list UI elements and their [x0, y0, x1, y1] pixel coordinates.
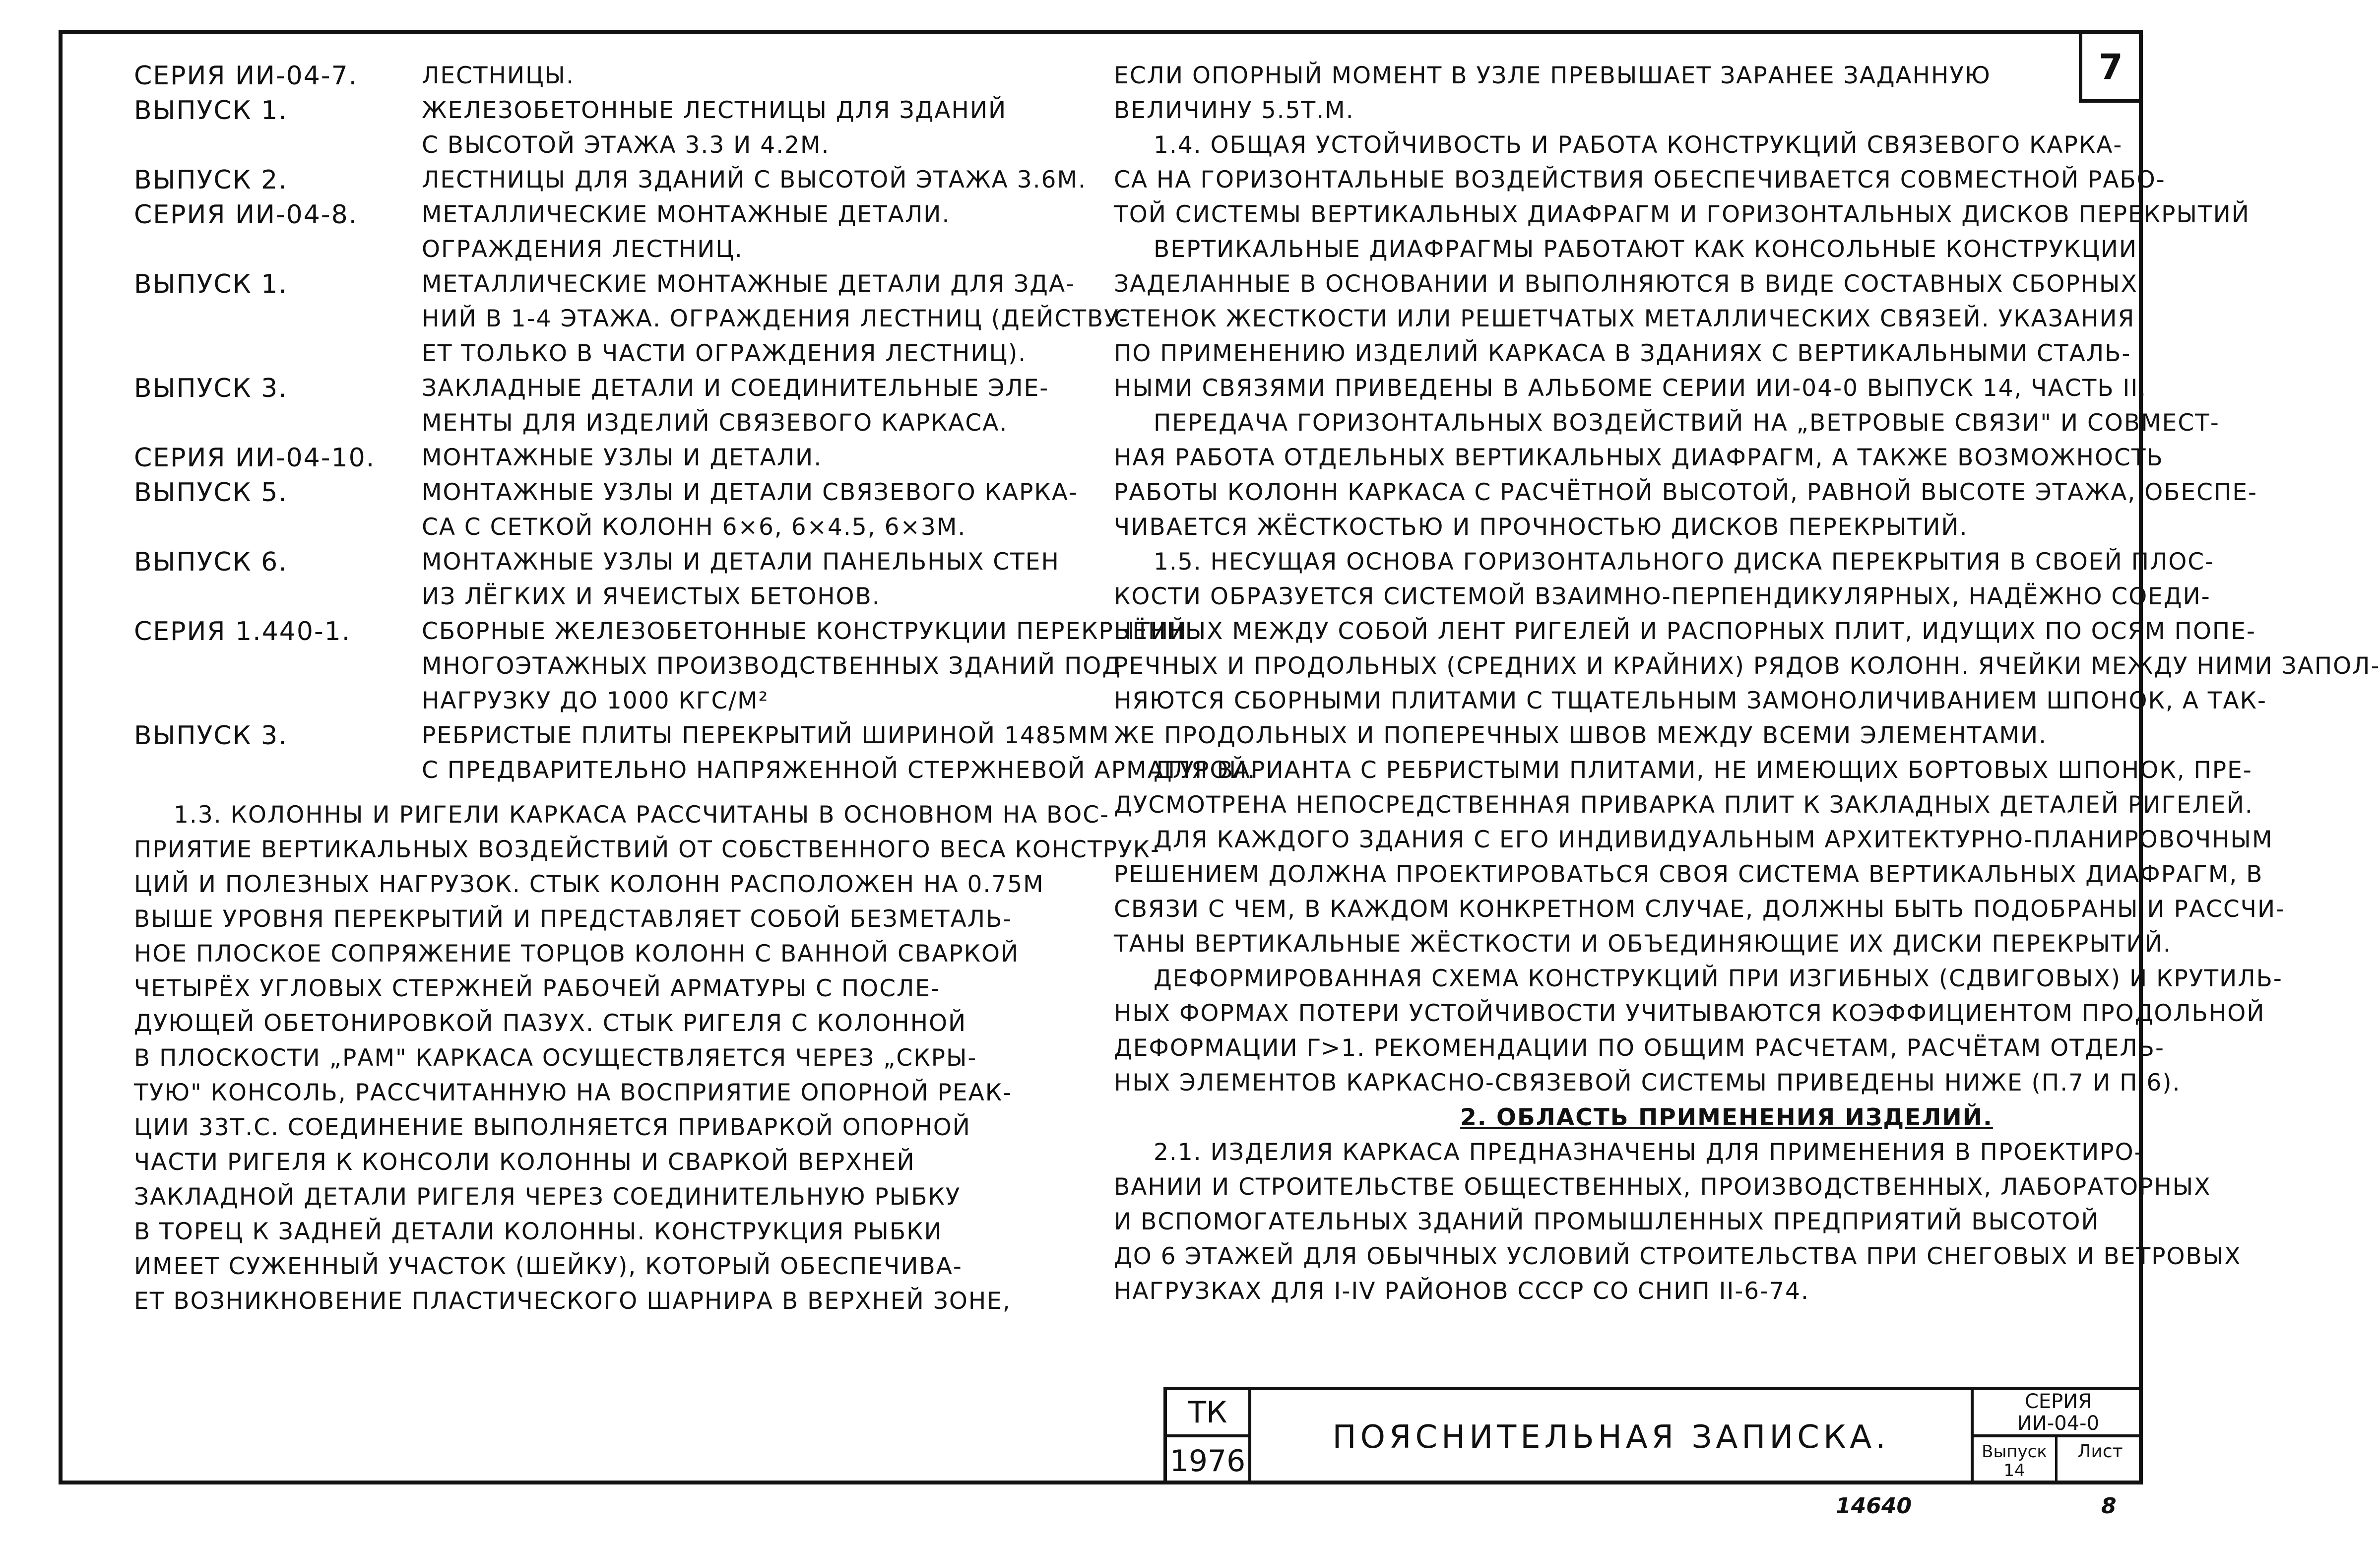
stamp-sheet-label: Лист	[2077, 1441, 2123, 1462]
text-line: В ТОРЕЦ К ЗАДНЕЙ ДЕТАЛИ КОЛОННЫ. КОНСТРУКЦИЯ РЫБКИ	[134, 1218, 943, 1245]
text-line: ИМЕЕТ СУЖЕННЫЙ УЧАСТОК (ШЕЙКУ), КОТОРЫЙ ОБЕСПЕЧИВА-	[134, 1253, 963, 1280]
series-description-line: ЖЕЛЕЗОБЕТОННЫЕ ЛЕСТНИЦЫ ДЛЯ ЗДАНИЙ	[422, 97, 1007, 124]
series-key: ВЫПУСК 1.	[134, 269, 288, 299]
series-entry	[134, 545, 1077, 614]
series-key: СЕРИЯ 1.440-1.	[134, 617, 351, 646]
series-key: ВЫПУСК 3.	[134, 721, 288, 751]
stamp-series-value: ИИ-04-0	[2017, 1412, 2100, 1435]
series-entry	[134, 163, 1087, 197]
stamp-issue	[1971, 1437, 2058, 1484]
text-line: ТУЮ" КОНСОЛЬ, РАССЧИТАННУЮ НА ВОСПРИЯТИЕ ОПОРНОЙ РЕАК-	[134, 1079, 1013, 1106]
series-description-line: С ВЫСОТОЙ ЭТАЖА 3.3 И 4.2М.	[422, 131, 830, 159]
text-line: ЕСЛИ ОПОРНЫЙ МОМЕНТ В УЗЛЕ ПРЕВЫШАЕТ ЗАРАНЕЕ ЗАДАННУЮ	[1114, 62, 1991, 89]
series-description	[422, 59, 1077, 93]
stamp-issue-label: Выпуск	[1982, 1441, 2047, 1462]
stamp-series	[1971, 1390, 2143, 1437]
text-line: НЯЮТСЯ СБОРНЫМИ ПЛИТАМИ С ТЩАТЕЛЬНЫМ ЗАМОНОЛИЧИВАНИЕМ ШПОНОК, А ТАК-	[1114, 687, 2267, 714]
series-key: СЕРИЯ ИИ-04-10.	[134, 443, 376, 473]
series-description-line: ЛЕСТНИЦЫ ДЛЯ ЗДАНИЙ С ВЫСОТОЙ ЭТАЖА 3.6М.	[422, 166, 1087, 193]
series-description-line: МОНТАЖНЫЕ УЗЛЫ И ДЕТАЛИ ПАНЕЛЬНЫХ СТЕН	[422, 548, 1060, 576]
text-line: ТОЙ СИСТЕМЫ ВЕРТИКАЛЬНЫХ ДИАФРАГМ И ГОРИЗОНТАЛЬНЫХ ДИСКОВ ПЕРЕКРЫТИЙ	[1114, 201, 2250, 228]
text-line: 1.4. ОБЩАЯ УСТОЙЧИВОСТЬ И РАБОТА КОНСТРУКЦИЙ СВЯЗЕВОГО КАРКА-	[1154, 131, 2123, 159]
paragraph	[1114, 232, 2147, 406]
stamp-series-label: СЕРИЯ	[2024, 1390, 2092, 1413]
text-line: ДЛЯ КАЖДОГО ЗДАНИЯ С ЕГО ИНДИВИДУАЛЬНЫМ АРХИТЕКТУРНО-ПЛАНИРОВОЧНЫМ	[1154, 826, 2273, 853]
text-line: НАГРУЗКАХ ДЛЯ I-IV РАЙОНОВ СССР СО СНИП II-6-74.	[1114, 1278, 1809, 1305]
paragraph	[1114, 59, 2131, 128]
series-description-line: СБОРНЫЕ ЖЕЛЕЗОБЕТОННЫЕ КОНСТРУКЦИИ ПЕРЕКРЫТИЙ	[422, 618, 1188, 645]
series-description-line: ИЗ ЛЁГКИХ И ЯЧЕИСТЫХ БЕТОНОВ.	[422, 583, 881, 610]
series-key: ВЫПУСК 3.	[134, 374, 288, 403]
text-line: НЁННЫХ МЕЖДУ СОБОЙ ЛЕНТ РИГЕЛЕЙ И РАСПОРНЫХ ПЛИТ, ИДУЩИХ ПО ОСЯМ ПОПЕ-	[1114, 618, 2256, 645]
text-line: В ПЛОСКОСТИ „РАМ" КАРКАСА ОСУЩЕСТВЛЯЕТСЯ ЧЕРЕЗ „СКРЫ-	[134, 1044, 977, 1072]
series-description	[422, 475, 1078, 545]
paragraph	[1114, 128, 2250, 232]
paragraph	[1114, 962, 2283, 1100]
paragraph	[1114, 753, 2253, 823]
series-description	[422, 93, 1077, 163]
text-line: СТЕНОК ЖЕСТКОСТИ ИЛИ РЕШЕТЧАТЫХ МЕТАЛЛИЧЕСКИХ СВЯЗЕЙ. УКАЗАНИЯ	[1114, 305, 2135, 332]
text-line: СВЯЗИ С ЧЕМ, В КАЖДОМ КОНКРЕТНОМ СЛУЧАЕ, ДОЛЖНЫ БЫТЬ ПОДОБРАНЫ И РАССЧИ-	[1114, 896, 2286, 923]
series-description-line: СА С СЕТКОЙ КОЛОНН 6×6, 6×4.5, 6×3М.	[422, 514, 966, 541]
text-line: НЫХ ФОРМАХ ПОТЕРИ УСТОЙЧИВОСТИ УЧИТЫВАЮТСЯ КОЭФФИЦИЕНТОМ ПРОДОЛЬНОЙ	[1114, 1000, 2265, 1027]
text-line: ПО ПРИМЕНЕНИЮ ИЗДЕЛИЙ КАРКАСА В ЗДАНИЯХ С ВЕРТИКАЛЬНЫМИ СТАЛЬ-	[1114, 340, 2131, 367]
series-description-line: НИЙ В 1-4 ЭТАЖА. ОГРАЖДЕНИЯ ЛЕСТНИЦ (ДЕЙСТВУ-	[422, 305, 1129, 332]
paragraph	[1114, 823, 2286, 962]
series-description-line: ЛЕСТНИЦЫ.	[422, 62, 575, 89]
series-description-line: МОНТАЖНЫЕ УЗЛЫ И ДЕТАЛИ СВЯЗЕВОГО КАРКА-	[422, 479, 1078, 506]
series-entry	[134, 59, 1077, 93]
series-key: СЕРИЯ ИИ-04-7.	[134, 61, 358, 91]
series-description-line: МЕТАЛЛИЧЕСКИЕ МОНТАЖНЫЕ ДЕТАЛИ ДЛЯ ЗДА-	[422, 270, 1076, 298]
inventory-number: 14640	[1836, 1493, 1912, 1519]
right-column	[1114, 59, 2380, 1309]
text-line: 1.3. КОЛОННЫ И РИГЕЛИ КАРКАСА РАССЧИТАНЫ В ОСНОВНОМ НА ВОС-	[174, 801, 1110, 829]
text-line: СА НА ГОРИЗОНТАЛЬНЫЕ ВОЗДЕЙСТВИЯ ОБЕСПЕЧИВАЕТСЯ СОВМЕСТНОЙ РАБО-	[1114, 166, 2166, 193]
text-line: ЧЕТЫРЁХ УГЛОВЫХ СТЕРЖНЕЙ РАБОЧЕЙ АРМАТУРЫ С ПОСЛЕ-	[134, 975, 941, 1002]
series-entry	[134, 267, 1129, 371]
paragraph-2-1	[1114, 1135, 2242, 1309]
text-line: ЦИЙ И ПОЛЕЗНЫХ НАГРУЗОК. СТЫК КОЛОНН РАСПОЛОЖЕН НА 0.75М	[134, 871, 1044, 898]
text-line: ЧИВАЕТСЯ ЖЁСТКОСТЬЮ И ПРОЧНОСТЬЮ ДИСКОВ ПЕРЕКРЫТИЙ.	[1114, 514, 1968, 541]
paragraph	[1114, 545, 2380, 753]
series-description	[422, 163, 1087, 197]
series-description	[422, 371, 1077, 441]
series-entry	[134, 718, 1256, 788]
series-entry	[134, 475, 1077, 545]
text-line: ВЕРТИКАЛЬНЫЕ ДИАФРАГМЫ РАБОТАЮТ КАК КОНСОЛЬНЫЕ КОНСТРУКЦИИ	[1154, 236, 2138, 263]
section-heading: 2. ОБЛАСТЬ ПРИМЕНЕНИЯ ИЗДЕЛИЙ.	[1460, 1104, 1993, 1131]
text-line: НЫМИ СВЯЗЯМИ ПРИВЕДЕНЫ В АЛЬБОМЕ СЕРИИ ИИ-04-0 ВЫПУСК 14, ЧАСТЬ II.	[1114, 375, 2147, 402]
paragraph	[1114, 406, 2257, 545]
right-paragraphs	[1114, 59, 2380, 1100]
series-key: ВЫПУСК 6.	[134, 547, 288, 577]
series-description-line: МОНТАЖНЫЕ УЗЛЫ И ДЕТАЛИ.	[422, 444, 823, 471]
series-entry	[134, 93, 1077, 163]
stamp-tk: ТК	[1167, 1390, 1251, 1437]
series-entry	[134, 441, 1077, 475]
series-description-line: ЕТ ТОЛЬКО В ЧАСТИ ОГРАЖДЕНИЯ ЛЕСТНИЦ).	[422, 340, 1027, 367]
text-line: ПРИЯТИЕ ВЕРТИКАЛЬНЫХ ВОЗДЕЙСТВИЙ ОТ СОБСТВЕННОГО ВЕСА КОНСТРУК-	[134, 836, 1160, 863]
text-line: ВЕЛИЧИНУ 5.5Т.М.	[1114, 97, 1354, 124]
text-line: ЗАКЛАДНОЙ ДЕТАЛИ РИГЕЛЯ ЧЕРЕЗ СОЕДИНИТЕЛЬНУЮ РЫБКУ	[134, 1183, 961, 1211]
text-line: ДО 6 ЭТАЖЕЙ ДЛЯ ОБЫЧНЫХ УСЛОВИЙ СТРОИТЕЛЬСТВА ПРИ СНЕГОВЫХ И ВЕТРОВЫХ	[1114, 1243, 2242, 1270]
series-description-line: ЗАКЛАДНЫЕ ДЕТАЛИ И СОЕДИНИТЕЛЬНЫЕ ЭЛЕ-	[422, 375, 1049, 402]
series-description	[422, 545, 1077, 614]
text-line: ЕТ ВОЗНИКНОВЕНИЕ ПЛАСТИЧЕСКОГО ШАРНИРА В ВЕРХНЕЙ ЗОНЕ,	[134, 1288, 1011, 1315]
text-line: ЧАСТИ РИГЕЛЯ К КОНСОЛИ КОЛОННЫ И СВАРКОЙ ВЕРХНЕЙ	[134, 1149, 915, 1176]
text-line: ДЕФОРМИРОВАННАЯ СХЕМА КОНСТРУКЦИЙ ПРИ ИЗГИБНЫХ (СДВИГОВЫХ) И КРУТИЛЬ-	[1154, 965, 2283, 992]
text-line: РЕШЕНИЕМ ДОЛЖНА ПРОЕКТИРОВАТЬСЯ СВОЯ СИСТЕМА ВЕРТИКАЛЬНЫХ ДИАФРАГМ, В	[1114, 861, 2263, 888]
title-block-stamp	[1163, 1387, 2143, 1484]
series-key: ВЫПУСК 1.	[134, 96, 288, 126]
series-description	[422, 441, 1077, 475]
series-key: СЕРИЯ ИИ-04-8.	[134, 200, 358, 230]
series-description	[422, 614, 1187, 718]
stamp-issue-value: 14	[2003, 1460, 2025, 1481]
page-number: 7	[2079, 31, 2143, 103]
series-description-line: НАГРУЗКУ ДО 1000 КГС/М²	[422, 687, 769, 714]
text-line: ДУСМОТРЕНА НЕПОСРЕДСТВЕННАЯ ПРИВАРКА ПЛИТ К ЗАКЛАДНЫХ ДЕТАЛЕЙ РИГЕЛЕЙ.	[1114, 791, 2253, 819]
text-line: ДУЮЩЕЙ ОБЕТОНИРОВКОЙ ПАЗУХ. СТЫК РИГЕЛЯ С КОЛОННОЙ	[134, 1010, 967, 1037]
text-line: КОСТИ ОБРАЗУЕТСЯ СИСТЕМОЙ ВЗАИМНО-ПЕРПЕНДИКУЛЯРНЫХ, НАДЁЖНО СОЕДИ-	[1114, 583, 2211, 610]
stamp-year: 1976	[1167, 1437, 1251, 1484]
paragraph-1-3	[134, 798, 1160, 1319]
text-line: РАБОТЫ КОЛОНН КАРКАСА С РАСЧЁТНОЙ ВЫСОТОЙ, РАВНОЙ ВЫСОТЕ ЭТАЖА, ОБЕСПЕ-	[1114, 479, 2257, 506]
text-line: ВАНИИ И СТРОИТЕЛЬСТВЕ ОБЩЕСТВЕННЫХ, ПРОИЗВОДСТВЕННЫХ, ЛАБОРАТОРНЫХ	[1114, 1173, 2211, 1201]
text-line: И ВСПОМОГАТЕЛЬНЫХ ЗДАНИЙ ПРОМЫШЛЕННЫХ ПРЕДПРИЯТИЙ ВЫСОТОЙ	[1114, 1208, 2100, 1235]
corner-number: 8	[2101, 1493, 2117, 1519]
series-description-line: РЕБРИСТЫЕ ПЛИТЫ ПЕРЕКРЫТИЙ ШИРИНОЙ 1485ММ	[422, 722, 1110, 749]
series-entry	[134, 371, 1077, 441]
series-description-line: МЕТАЛЛИЧЕСКИЕ МОНТАЖНЫЕ ДЕТАЛИ.	[422, 201, 951, 228]
text-line: НОЕ ПЛОСКОЕ СОПРЯЖЕНИЕ ТОРЦОВ КОЛОНН С ВАННОЙ СВАРКОЙ	[134, 940, 1020, 967]
series-description-line: ОГРАЖДЕНИЯ ЛЕСТНИЦ.	[422, 236, 743, 263]
text-line: ЗАДЕЛАННЫЕ В ОСНОВАНИИ И ВЫПОЛНЯЮТСЯ В ВИДЕ СОСТАВНЫХ СБОРНЫХ	[1114, 270, 2138, 298]
series-description-line: С ПРЕДВАРИТЕЛЬНО НАПРЯЖЕННОЙ СТЕРЖНЕВОЙ АРМАТУРОЙ.	[422, 757, 1256, 784]
series-key: ВЫПУСК 2.	[134, 165, 288, 195]
text-line: ТАНЫ ВЕРТИКАЛЬНЫЕ ЖЁСТКОСТИ И ОБЪЕДИНЯЮЩИЕ ИХ ДИСКИ ПЕРЕКРЫТИЙ.	[1114, 930, 2172, 958]
text-line: ЦИИ 33Т.С. СОЕДИНЕНИЕ ВЫПОЛНЯЕТСЯ ПРИВАРКОЙ ОПОРНОЙ	[134, 1114, 971, 1141]
text-line: ДЛЯ ВАРИАНТА С РЕБРИСТЫМИ ПЛИТАМИ, НЕ ИМЕЮЩИХ БОРТОВЫХ ШПОНОК, ПРЕ-	[1154, 757, 2252, 784]
series-entry	[134, 197, 1077, 267]
stamp-title: ПОЯСНИТЕЛЬНАЯ ЗАПИСКА.	[1332, 1419, 1890, 1456]
text-line: РЕЧНЫХ И ПРОДОЛЬНЫХ (СРЕДНИХ И КРАЙНИХ) РЯДОВ КОЛОНН. ЯЧЕЙКИ МЕЖДУ НИМИ ЗАПОЛ-	[1114, 652, 2380, 680]
series-entry	[134, 614, 1188, 718]
series-key: ВЫПУСК 5.	[134, 478, 288, 508]
text-line: НАЯ РАБОТА ОТДЕЛЬНЫХ ВЕРТИКАЛЬНЫХ ДИАФРАГМ, А ТАКЖЕ ВОЗМОЖНОСТЬ	[1114, 444, 2164, 471]
series-description	[422, 267, 1129, 371]
text-line: ВЫШЕ УРОВНЯ ПЕРЕКРЫТИЙ И ПРЕДСТАВЛЯЕТ СОБОЙ БЕЗМЕТАЛЬ-	[134, 905, 1013, 933]
text-line: ДЕФОРМАЦИИ Γ>1. РЕКОМЕНДАЦИИ ПО ОБЩИМ РАСЧЕТАМ, РАСЧЁТАМ ОТДЕЛЬ-	[1114, 1034, 2165, 1062]
text-line: 1.5. НЕСУЩАЯ ОСНОВА ГОРИЗОНТАЛЬНОГО ДИСКА ПЕРЕКРЫТИЯ В СВОЕЙ ПЛОС-	[1154, 548, 2215, 576]
series-description	[422, 197, 1077, 267]
text-line: ЖЕ ПРОДОЛЬНЫХ И ПОПЕРЕЧНЫХ ШВОВ МЕЖДУ ВСЕМИ ЭЛЕМЕНТАМИ.	[1114, 722, 2048, 749]
series-description-line: МЕНТЫ ДЛЯ ИЗДЕЛИЙ СВЯЗЕВОГО КАРКАСА.	[422, 409, 1008, 437]
text-line: 2.1. ИЗДЕЛИЯ КАРКАСА ПРЕДНАЗНАЧЕНЫ ДЛЯ ПРИМЕНЕНИЯ В ПРОЕКТИРО-	[1154, 1139, 2144, 1166]
text-line: ПЕРЕДАЧА ГОРИЗОНТАЛЬНЫХ ВОЗДЕЙСТВИЙ НА „ВЕТРОВЫЕ СВЯЗИ" И СОВМЕСТ-	[1154, 409, 2220, 437]
text-line: НЫХ ЭЛЕМЕНТОВ КАРКАСНО-СВЯЗЕВОЙ СИСТЕМЫ ПРИВЕДЕНЫ НИЖЕ (П.7 И П.6).	[1114, 1069, 2181, 1096]
series-description-line: МНОГОЭТАЖНЫХ ПРОИЗВОДСТВЕННЫХ ЗДАНИЙ ПОД	[422, 652, 1122, 680]
